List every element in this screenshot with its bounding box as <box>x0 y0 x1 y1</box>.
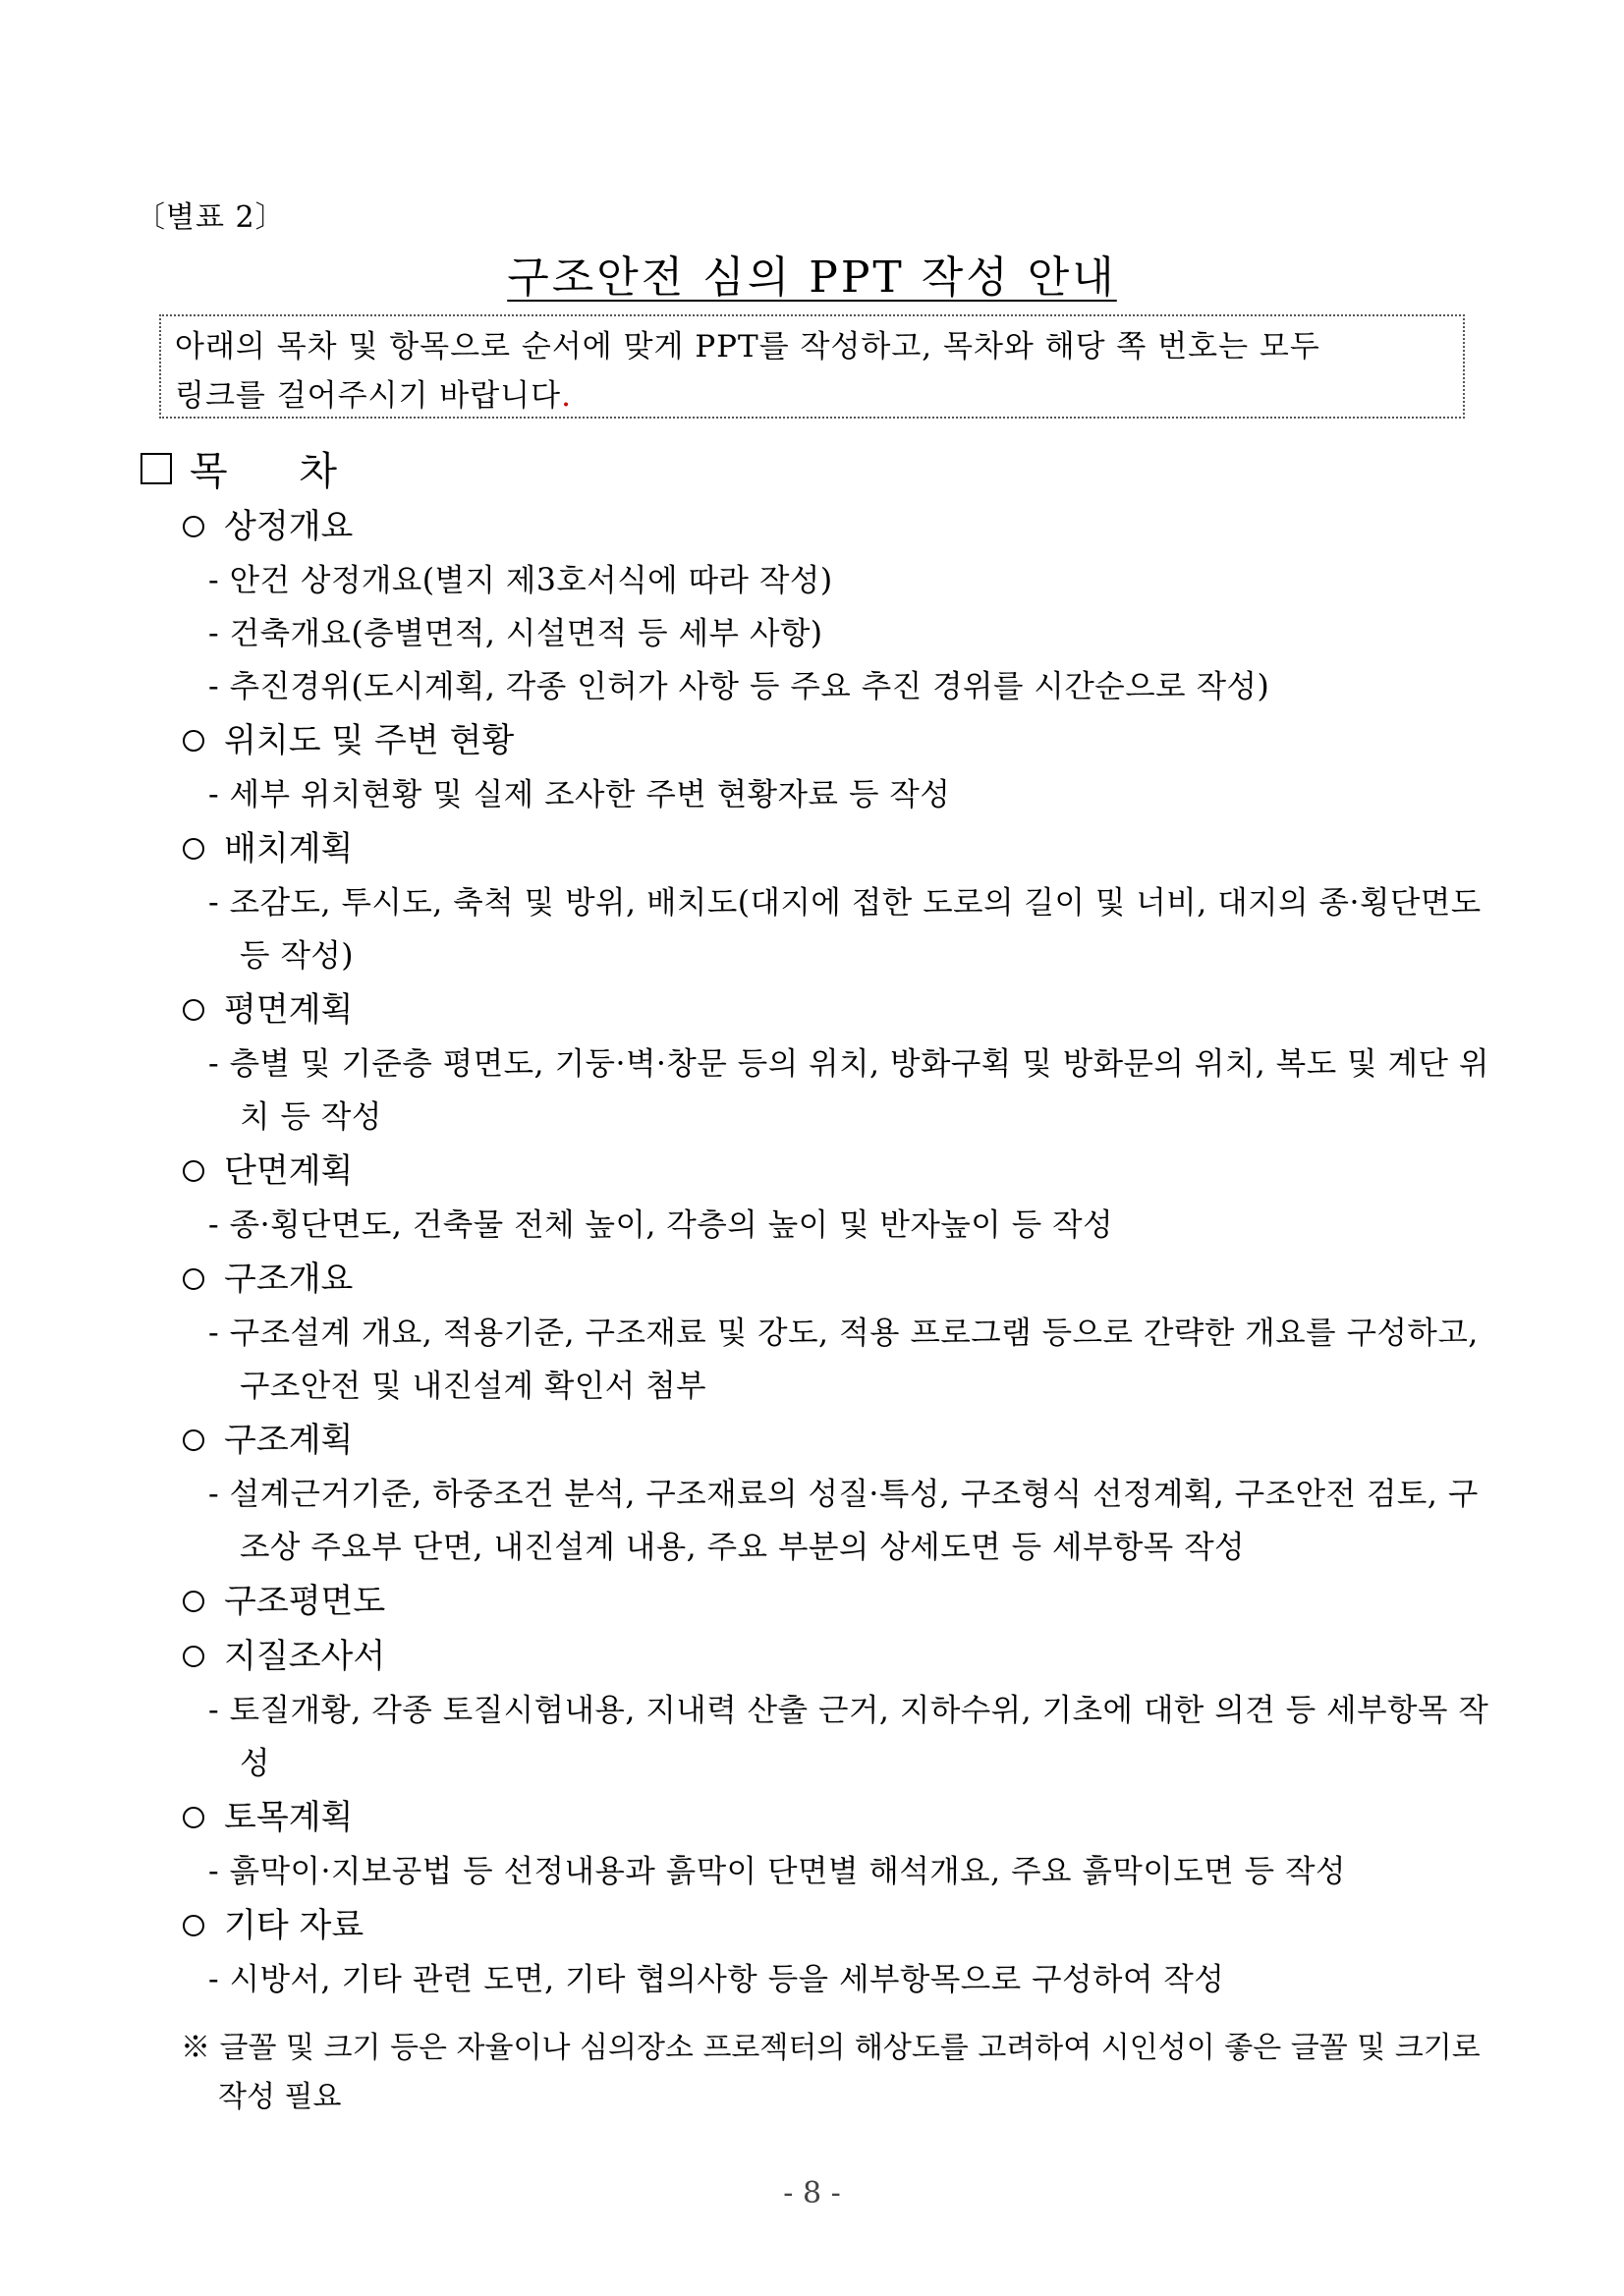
circle-bullet-icon <box>183 838 204 860</box>
toc-heading-text: 목 차 <box>190 449 366 494</box>
circle-bullet-icon <box>183 1160 204 1182</box>
toc-topic-label: 위치도 및 주변 현황 <box>224 721 515 760</box>
toc-item: - 조감도, 투시도, 축척 및 방위, 배치도(대지에 접한 도로의 길이 및 너비, 대지의 종·횡단면도 등 작성) <box>208 885 1482 974</box>
appendix-label: 〔별표 2〕 <box>136 200 286 235</box>
circle-bullet-icon <box>183 1915 204 1936</box>
circle-bullet-icon <box>183 1268 204 1290</box>
page-title <box>0 242 1624 305</box>
circle-bullet-icon <box>183 1591 204 1612</box>
toc-topic-label: 지질조사서 <box>224 1637 386 1676</box>
toc-item: - 안건 상정개요(별지 제3호서식에 따라 작성) <box>208 563 833 598</box>
circle-bullet-icon <box>183 516 204 537</box>
toc-heading <box>140 440 366 496</box>
toc-topic <box>181 713 1497 768</box>
notice-period: . <box>561 378 572 414</box>
notice-box <box>159 314 1465 419</box>
toc-topic-label: 평면계획 <box>224 990 354 1030</box>
toc-item: - 설계근거기준, 하중조건 분석, 구조재료의 성질·특성, 구조형식 선정계획, 구조안전 검토, 구조상 주요부 단면, 내진설계 내용, 주요 부분의 상세도면 등 세부항목 작성 <box>208 1477 1479 1565</box>
toc-topic-label: 단면계획 <box>224 1151 354 1191</box>
toc-topic-label: 상정개요 <box>224 507 354 546</box>
page-title-text: 구조안전 심의 PPT 작성 안내 <box>507 252 1117 303</box>
toc-topic-label: 구조개요 <box>224 1260 354 1299</box>
circle-bullet-icon <box>183 1807 204 1828</box>
checkbox-icon <box>140 453 172 484</box>
toc-topic <box>181 821 1497 876</box>
circle-bullet-icon <box>183 1646 204 1667</box>
toc-item: - 구조설계 개요, 적용기준, 구조재료 및 강도, 적용 프로그램 등으로 간략한 개요를 구성하고, 구조안전 및 내진설계 확인서 첨부 <box>208 1316 1479 1404</box>
toc-item: - 층별 및 기준층 평면도, 기둥·벽·창문 등의 위치, 방화구획 및 방화문의 위치, 복도 및 계단 위치 등 작성 <box>208 1046 1489 1135</box>
notice-line-2-text: 링크를 걸어주시기 바랍니다 <box>175 378 562 414</box>
toc-topic <box>181 1629 1497 1684</box>
toc-topic-label: 토목계획 <box>224 1798 354 1837</box>
toc-topic <box>181 499 1497 554</box>
circle-bullet-icon <box>183 1429 204 1451</box>
notice-line-2 <box>175 371 1449 420</box>
circle-bullet-icon <box>183 730 204 752</box>
toc-topic <box>181 1898 1497 1953</box>
note: ※ 글꼴 및 크기 등은 자율이나 심의장소 프로젝터의 해상도를 고려하여 시인성이 좋은 글꼴 및 크기로 작성 필요 <box>181 2031 1481 2114</box>
toc-topic <box>181 1144 1497 1199</box>
toc-item: - 건축개요(층별면적, 시설면적 등 세부 사항) <box>208 616 823 651</box>
toc-topic-label: 구조계획 <box>224 1421 354 1460</box>
toc-item: - 시방서, 기타 관련 도면, 기타 협의사항 등을 세부항목으로 구성하여 작성 <box>208 1962 1225 1997</box>
toc-item: - 토질개황, 각종 토질시험내용, 지내력 산출 근거, 지하수위, 기초에 대한 의견 등 세부항목 작성 <box>208 1693 1489 1781</box>
notice-line-1: 아래의 목차 및 항목으로 순서에 맞게 PPT를 작성하고, 목차와 해당 쪽 번호는 모두 <box>175 329 1320 364</box>
toc-topic-label: 기타 자료 <box>224 1906 364 1945</box>
toc-topic-label: 배치계획 <box>224 829 354 868</box>
toc-item: - 세부 위치현황 및 실제 조사한 주변 현황자료 등 작성 <box>208 777 951 812</box>
toc-item: - 추진경위(도시계획, 각종 인허가 사항 등 주요 추진 경위를 시간순으로 작성) <box>208 669 1270 704</box>
toc-topic <box>181 1413 1497 1468</box>
toc-item: - 종·횡단면도, 건축물 전체 높이, 각층의 높이 및 반자높이 등 작성 <box>208 1207 1114 1243</box>
toc-topic <box>181 1252 1497 1307</box>
page-number: - 8 - <box>783 2176 841 2211</box>
circle-bullet-icon <box>183 999 204 1021</box>
toc-topic <box>181 1790 1497 1845</box>
toc-list <box>181 499 1497 2006</box>
toc-topic <box>181 1574 1497 1629</box>
toc-topic-label: 구조평면도 <box>224 1582 386 1621</box>
toc-item: - 흙막이·지보공법 등 선정내용과 흙막이 단면별 해석개요, 주요 흙막이도면 등 작성 <box>208 1854 1346 1889</box>
toc-topic <box>181 982 1497 1037</box>
